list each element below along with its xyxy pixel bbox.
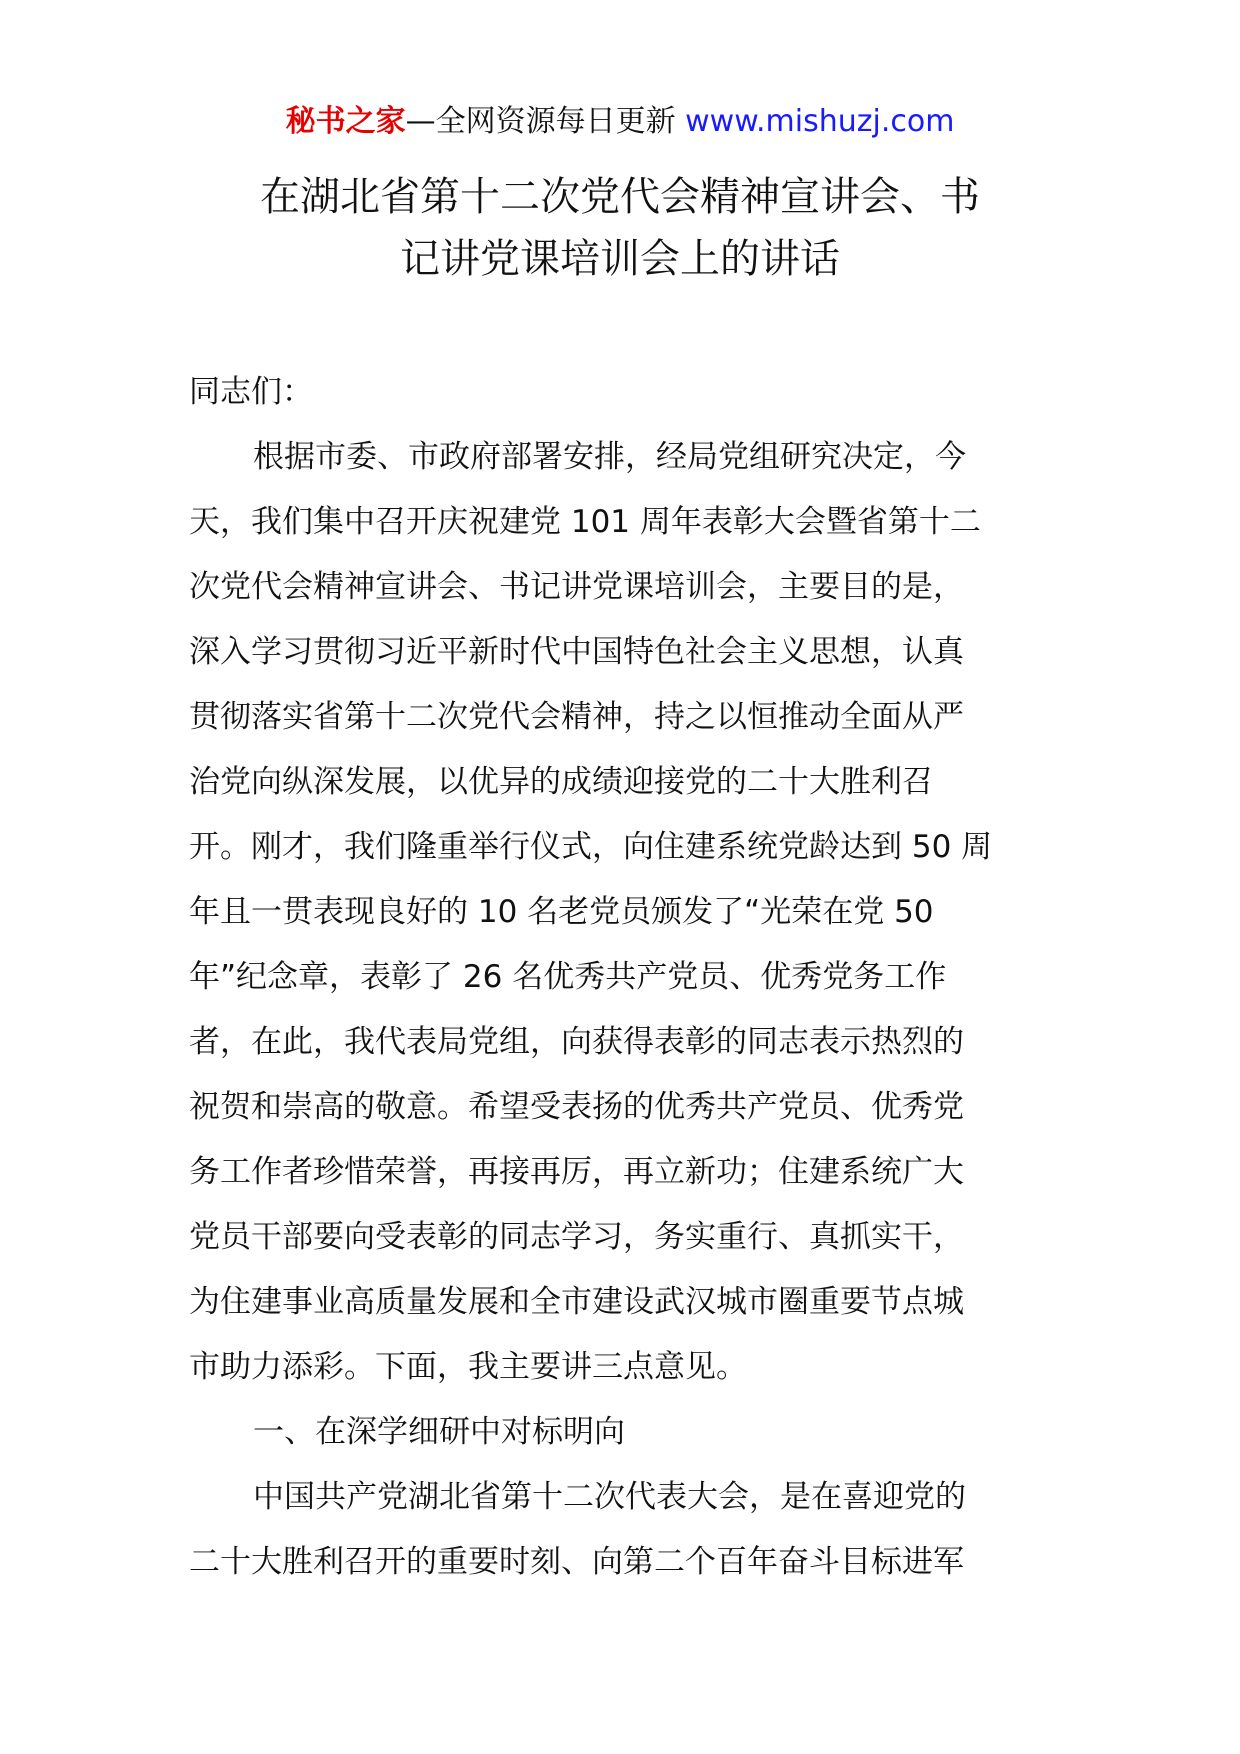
paragraph-line: 治党向纵深发展，以优异的成绩迎接党的二十大胜利召	[189, 764, 933, 800]
title-line: 记讲党课培训会上的讲话	[400, 236, 840, 282]
paragraph-line: 市助力添彩。下面，我主要讲三点意见。	[189, 1349, 747, 1385]
paragraph-line: 二十大胜利召开的重要时刻、向第二个百年奋斗目标进军	[189, 1544, 964, 1580]
paragraph-line: 中国共产党湖北省第十二次代表大会，是在喜迎党的	[253, 1479, 966, 1515]
paragraph-line: 年且一贯表现良好的 10 名老党员颁发了“光荣在党 50	[189, 894, 934, 930]
header-tagline: —全网资源每日更新	[405, 104, 686, 139]
speech-body	[189, 360, 1059, 1595]
title-line: 在湖北省第十二次党代会精神宣讲会、书	[260, 174, 980, 220]
paragraph-line: 者，在此，我代表局党组，向获得表彰的同志表示热烈的	[189, 1024, 964, 1060]
paragraph-line: 深入学习贯彻习近平新时代中国特色社会主义思想，认真	[189, 634, 964, 670]
paragraph-line: 天，我们集中召开庆祝建党 101 周年表彰大会暨省第十二	[189, 504, 981, 540]
site-url-link[interactable]: www.mishuzj.com	[685, 104, 955, 139]
paragraph-line: 祝贺和崇高的敬意。希望受表扬的优秀共产党员、优秀党	[189, 1089, 964, 1125]
section-heading: 一、在深学细研中对标明向	[253, 1414, 625, 1450]
paragraph-line: 党员干部要向受表彰的同志学习，务实重行、真抓实干，	[189, 1219, 964, 1255]
paragraph-line: 为住建事业高质量发展和全市建设武汉城市圈重要节点城	[189, 1284, 964, 1320]
paragraph-line: 开。刚才，我们隆重举行仪式，向住建系统党龄达到 50 周	[189, 829, 993, 865]
site-header	[0, 100, 1240, 144]
paragraph-line: 根据市委、市政府部署安排，经局党组研究决定，今	[253, 439, 966, 475]
brand-name: 秘书之家	[285, 104, 406, 139]
paragraph-line: 务工作者珍惜荣誉，再接再厉，再立新功；住建系统广大	[189, 1154, 964, 1190]
paragraph-line: 贯彻落实省第十二次党代会精神，持之以恒推动全面从严	[189, 699, 964, 735]
salutation: 同志们：	[189, 374, 313, 410]
paragraph-line: 次党代会精神宣讲会、书记讲党课培训会，主要目的是，	[189, 569, 964, 605]
paragraph-line: 年”纪念章，表彰了 26 名优秀共产党员、优秀党务工作	[189, 959, 947, 995]
document-title	[190, 166, 1050, 290]
